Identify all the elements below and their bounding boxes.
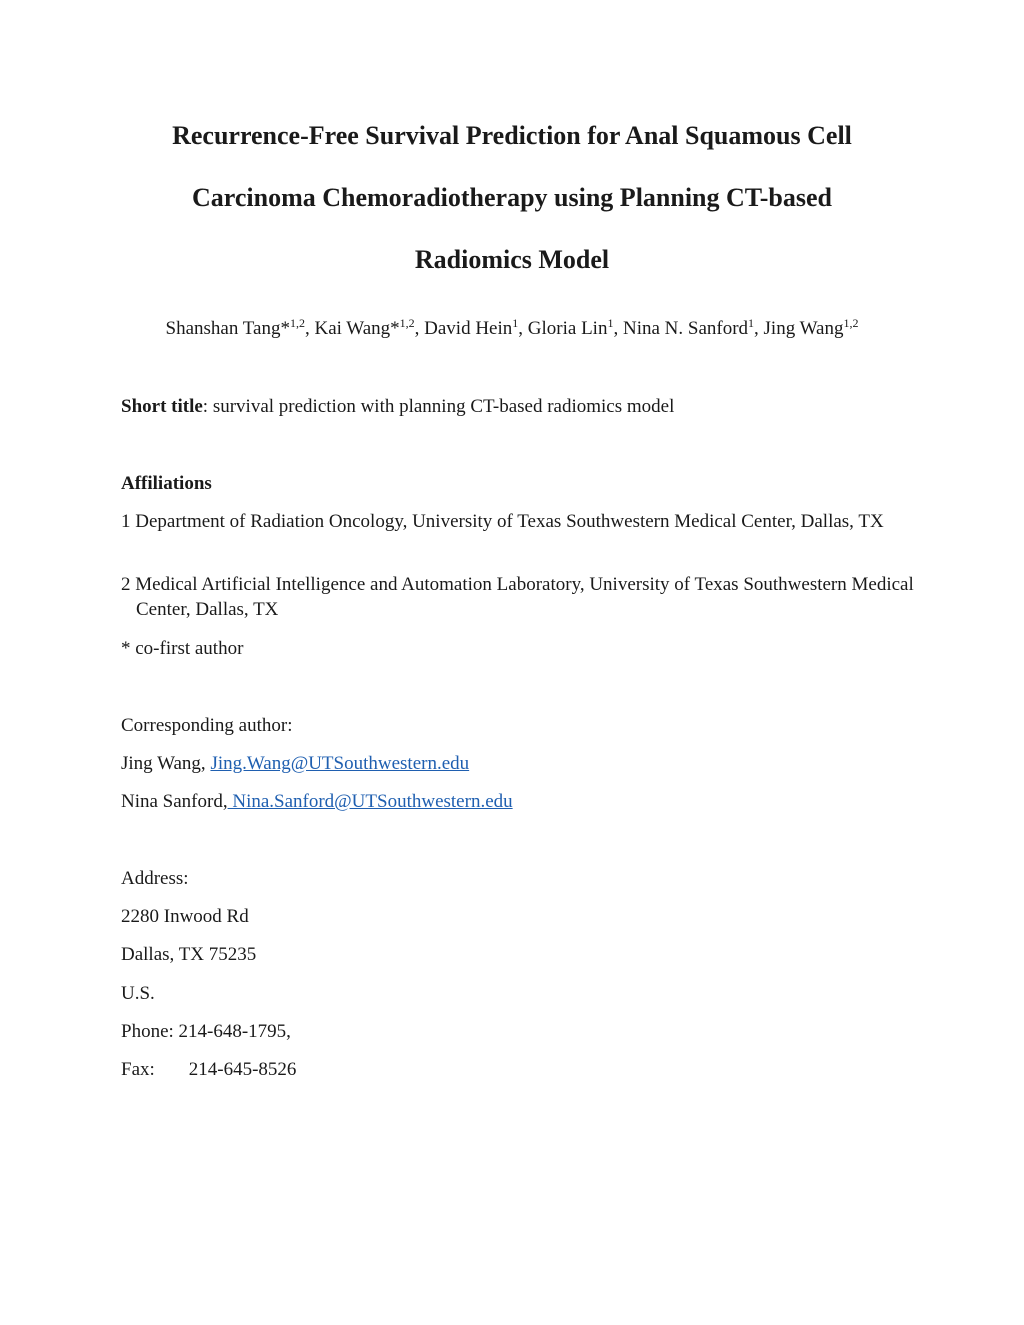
phone-number: Phone: 214-648-1795, [121,1021,291,1042]
author-separator: , [414,318,425,339]
paper-title-line-1: Recurrence-Free Survival Prediction for Anal Squamous Cell [172,121,852,150]
address-street: 2280 Inwood Rd [121,906,249,927]
fax-line [121,1057,911,1082]
author-separator: , [754,318,764,339]
fax-number: 214-645-8526 [188,1059,297,1080]
author-list [0,316,1024,342]
co-first-author-note: * co-first author [121,638,244,659]
affiliation-item-1: 1 Department of Radiation Oncology, University of Texas Southwestern Medical Center, Dallas, TX [121,511,884,532]
email-link[interactable]: Nina.Sanford@UTSouthwestern.edu [227,791,513,812]
author-separator: , [518,318,528,339]
author-name: Shanshan Tang* [165,318,290,339]
short-title-text: : survival prediction with planning CT-based radiomics model [202,396,675,417]
short-title-label: Short title [121,396,203,417]
paper-title-line-3: Radiomics Model [414,245,610,274]
corresponding-contact-2 [121,789,911,814]
email-link[interactable]: Jing.Wang@UTSouthwestern.edu [210,753,470,774]
affiliation-item-2: 2 Medical Artificial Intelligence and Automation Laboratory, University of Texas Southwestern Medical Center, Dallas, TX [121,574,914,620]
contact-name: Jing Wang, [121,753,211,774]
author-affiliation-sup: 1,2 [399,316,415,330]
affiliations-heading: Affiliations [121,473,212,494]
author-name: Gloria Lin [527,318,608,339]
author-affiliation-sup: 1 [748,316,755,330]
corresponding-contact-1 [121,751,911,776]
author-affiliation-sup: 1 [512,316,519,330]
author-name: Kai Wang* [314,318,400,339]
author-name: Nina N. Sanford [622,318,749,339]
author-name: David Hein [424,318,513,339]
address-heading: Address: [121,868,189,889]
author-affiliation-sup: 1 [607,316,614,330]
fax-label: Fax: [121,1059,155,1080]
author-affiliation-sup: 1,2 [843,316,859,330]
author-name: Jing Wang [763,318,844,339]
short-title [121,394,911,419]
address-country: U.S. [121,983,155,1004]
author-separator: , [613,318,623,339]
author-separator: , [304,318,315,339]
author-affiliation-sup: 1,2 [289,316,305,330]
contact-name: Nina Sanford, [121,791,228,812]
corresponding-author-heading: Corresponding author: [121,715,293,736]
paper-title-line-2: Carcinoma Chemoradiotherapy using Planning CT-based [192,183,832,212]
address-city: Dallas, TX 75235 [121,944,257,965]
